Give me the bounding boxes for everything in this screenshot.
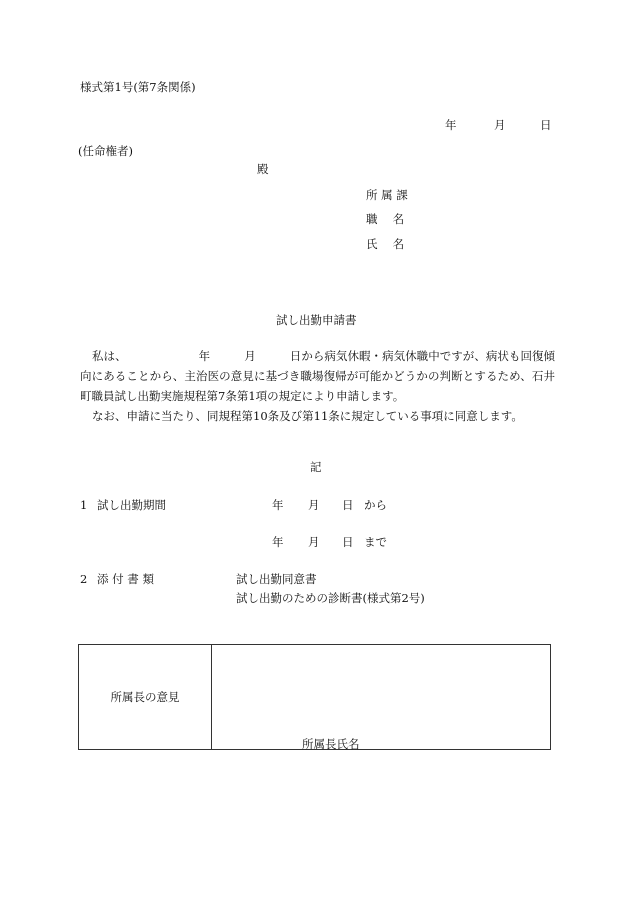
honorific: 殿 [257, 162, 269, 176]
item1-number: 1 [80, 498, 88, 512]
document-title: 試し出勤申請書 [276, 313, 357, 327]
body-year: 年 [198, 349, 211, 363]
applicant-name-label: 氏 名 [366, 237, 405, 251]
application-body [80, 346, 555, 426]
appointing-authority: (任命権者) [78, 144, 133, 158]
period-from-year: 年 [272, 498, 284, 512]
period-to-month: 月 [308, 535, 320, 549]
supervisor-opinion-label: 所属長の意見 [110, 690, 180, 704]
date-year: 年 [445, 118, 457, 132]
form-number: 様式第1号(第7条関係) [80, 80, 196, 94]
item2-label: 添 付 書 類 [97, 572, 154, 586]
period-from-suffix: から [364, 498, 387, 512]
item2-number: 2 [80, 572, 88, 586]
period-to-suffix: まで [364, 535, 387, 549]
body-month: 月 [244, 349, 256, 363]
date-day: 日 [540, 118, 552, 132]
body-prefix: 私は、 [92, 349, 127, 363]
supervisor-signature-label: 所属長氏名 [302, 737, 360, 751]
body-rest: 日から病気休暇・病気休職中ですが、病状も回復傾向にあることから、主治医の意見に基づき職場復帰が可能かどうかの判断とするため、石井町職員試し出勤実施規程第7条第1項の規定により申請します。 [80, 349, 556, 403]
period-from-month: 月 [308, 498, 320, 512]
applicant-position-label: 職 名 [366, 212, 405, 226]
attached-doc-1: 試し出勤同意書 [236, 572, 317, 586]
item1-label: 試し出勤期間 [97, 498, 166, 512]
period-to-year: 年 [272, 535, 284, 549]
body-paragraph-1 [80, 346, 555, 406]
supervisor-opinion-label-cell [79, 645, 212, 749]
period-from-day: 日 [342, 498, 354, 512]
supervisor-opinion-table [78, 644, 551, 750]
attached-doc-2: 試し出勤のための診断書(様式第2号) [236, 591, 425, 605]
period-to-day: 日 [342, 535, 354, 549]
body-paragraph-2: なお、申請に当たり、同規程第10条及び第11条に規定している事項に同意します。 [92, 409, 523, 423]
date-month: 月 [494, 118, 506, 132]
supervisor-opinion-field[interactable] [212, 645, 550, 749]
applicant-department-label: 所 属 課 [366, 188, 408, 202]
note-heading: 記 [310, 460, 322, 474]
